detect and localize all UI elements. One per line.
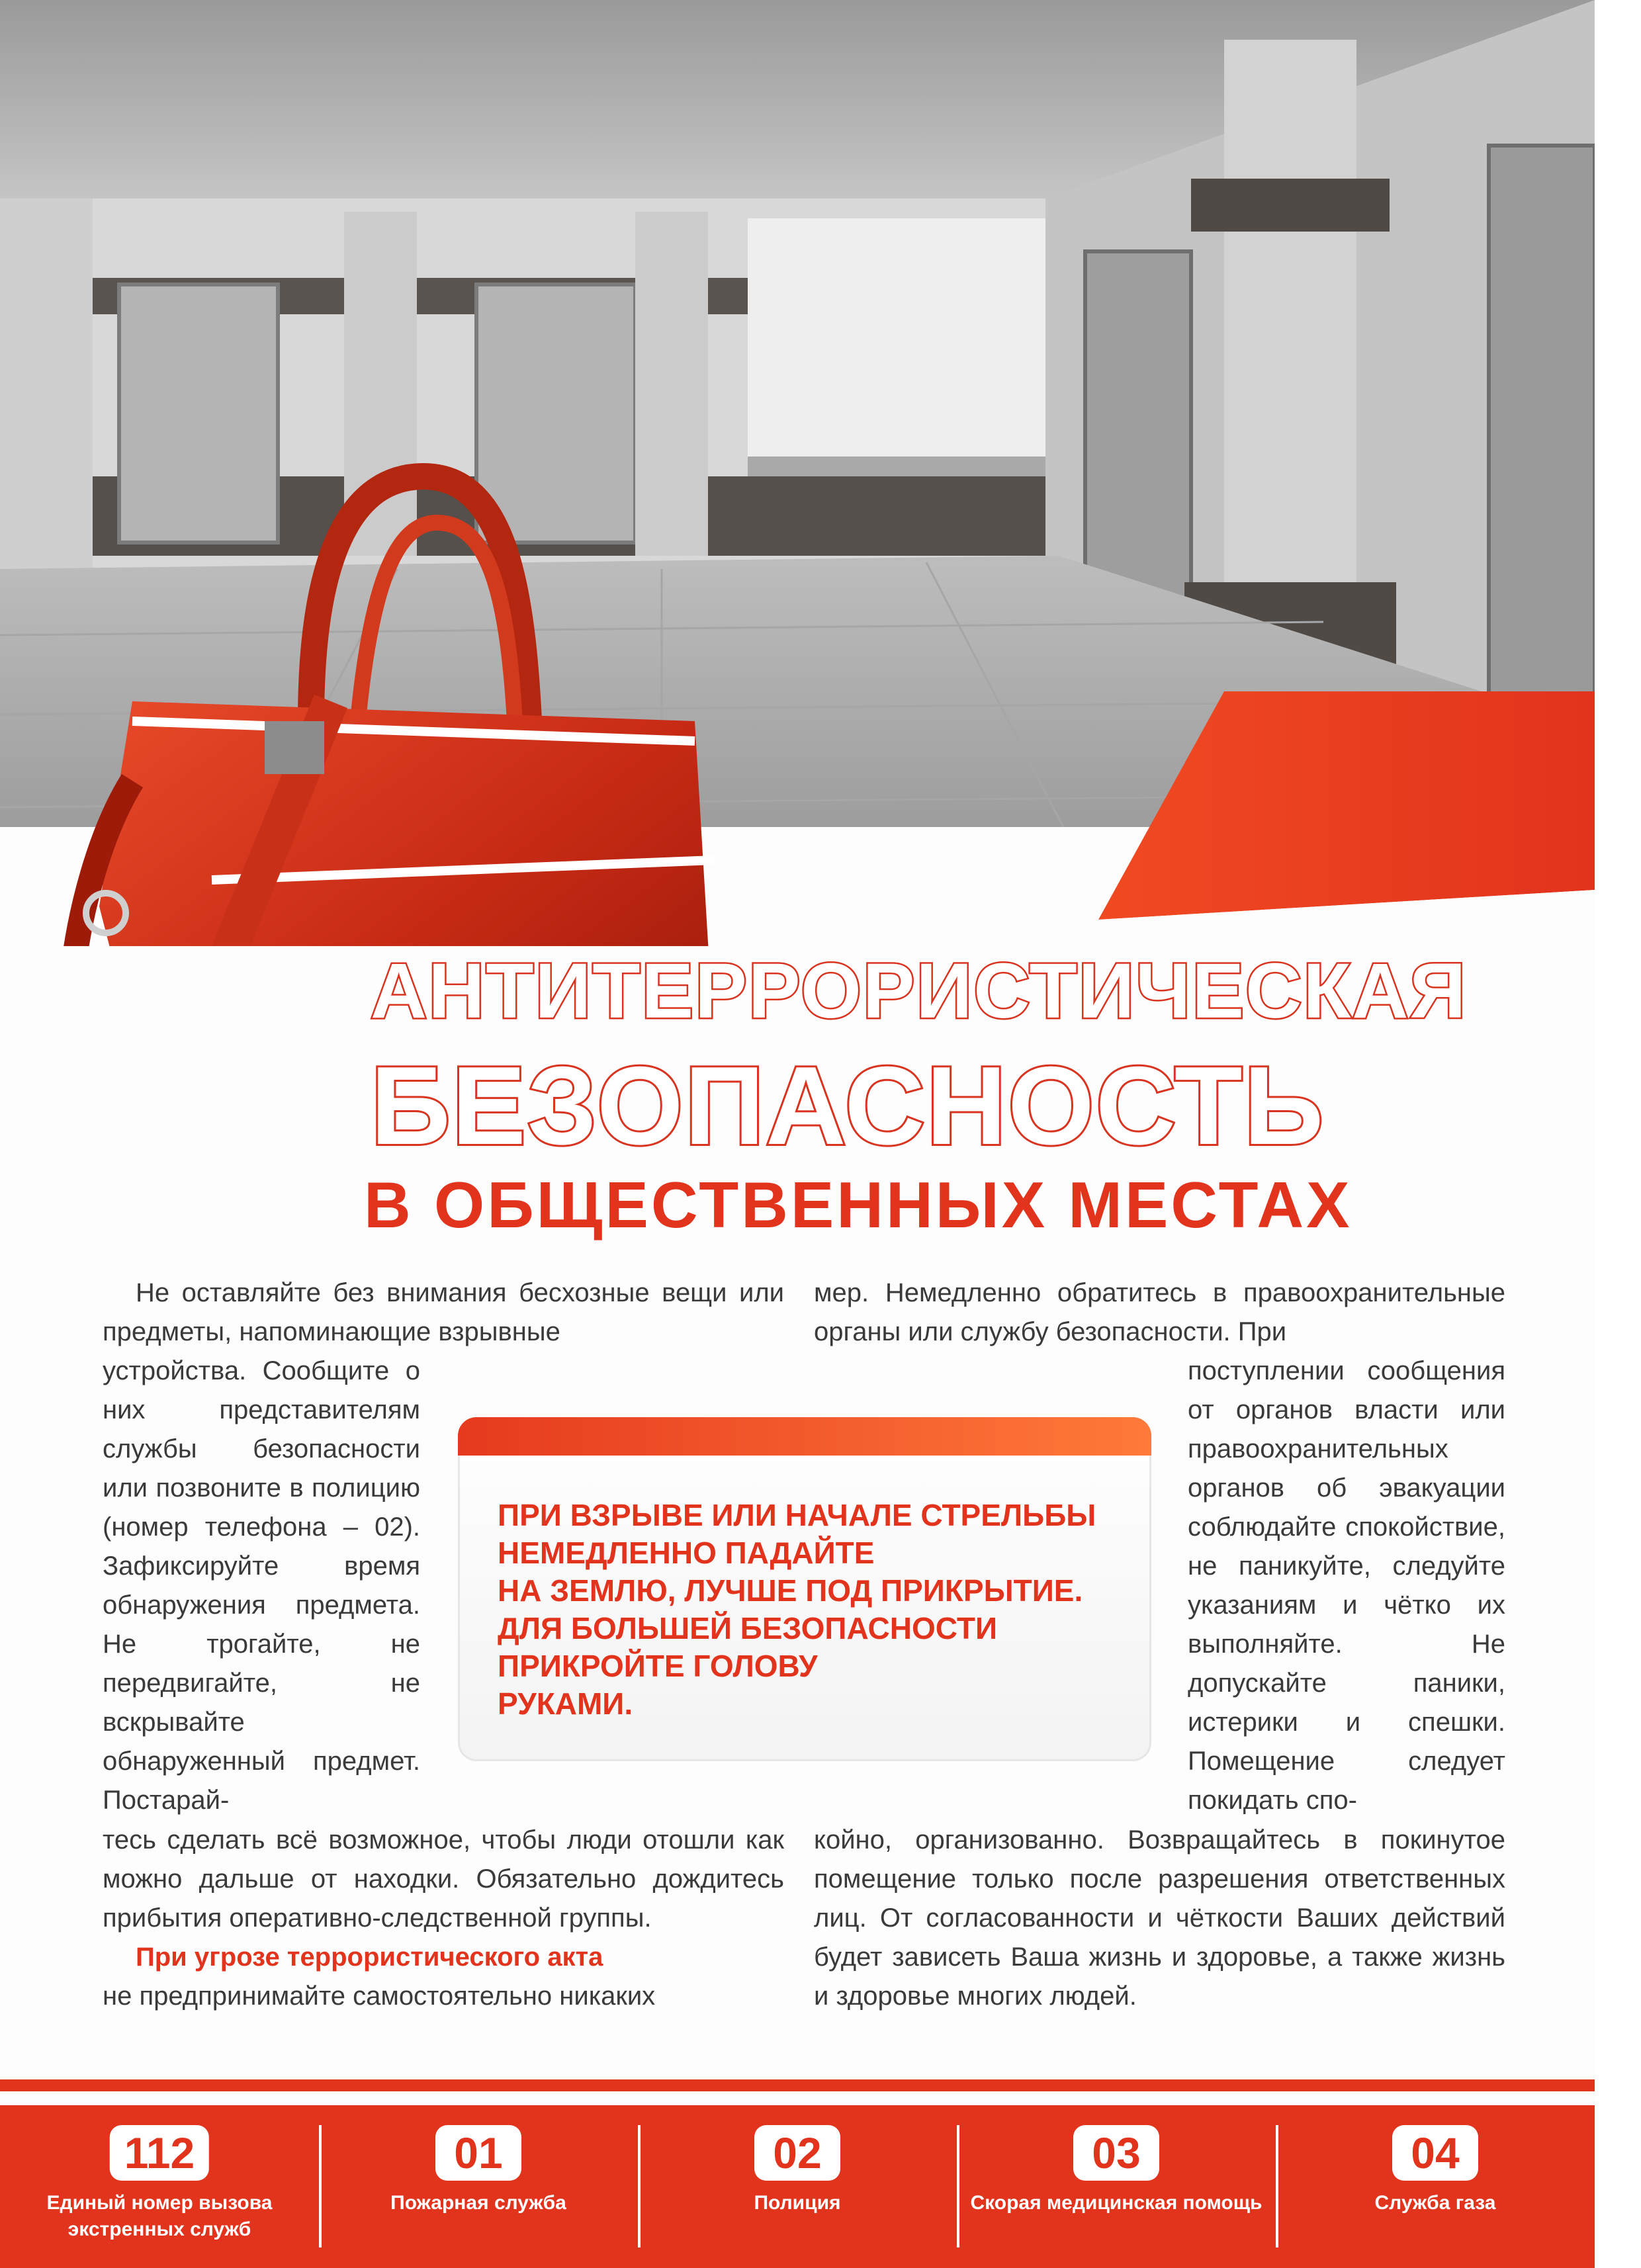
service-label: Скорая медицинская помощь [970, 2192, 1263, 2214]
service-label: Служба газа [1374, 2192, 1496, 2214]
body-right-narrow: поступлении сообщения от органов власти или правоохранительных органов об эвакуации соблюдайте спокойствие, не паникуйте, следуйте указаниям и чётко их выполняйте. Не допускайте паники, истерики и спешки. Помещение следует покидать спо- [1188, 1356, 1505, 1815]
lobby-illustration [0, 0, 1595, 946]
callout-line-5: ПРИКРОЙТЕ ГОЛОВУ [498, 1649, 818, 1683]
callout-line-6: РУКАМИ. [498, 1686, 633, 1721]
body-left-bottom-text: тесь сделать всё возможное, чтобы люди отошли как можно дальше от находки. Обязательно дождитесь прибытия оперативно-следственной группы. [103, 1825, 784, 1933]
body-right-bottom: койно, организованно. Возвращайтесь в покинутое помещение только после разрешения ответственных лиц. От согласованности и чёткости Ваших действий будет зависеть Ваша жизнь и здоровье, а также жизнь и здоровье многих людей. [814, 1825, 1505, 2011]
service-03 [957, 2105, 1276, 2268]
service-label: Единый номер вызова экстренных служб [46, 2192, 273, 2240]
service-04 [1276, 2105, 1595, 2268]
callout-header-bar [458, 1417, 1151, 1456]
hero-image [0, 0, 1595, 946]
threat-text: не предпринимайте самостоятельно никаких [103, 1982, 656, 2011]
callout-text [498, 1497, 1133, 1723]
callout-line-4: ДЛЯ БОЛЬШЕЙ БЕЗОПАСНОСТИ [498, 1611, 998, 1645]
body-left-bottom [103, 1821, 784, 2016]
service-number: 04 [1392, 2125, 1478, 2181]
threat-heading-text: При угрозе террористического акта [136, 1942, 603, 1972]
title-line-3: В ОБЩЕСТВЕННЫХ МЕСТАХ [364, 1168, 1353, 1241]
callout-box [458, 1417, 1151, 1761]
callout-line-2: НЕМЕДЛЕННО ПАДАЙТЕ [498, 1536, 875, 1570]
body-left-top: Не оставляйте без внимания бесхозные вещи или предметы, напоминающие взрывные [103, 1278, 784, 1346]
service-112 [0, 2105, 319, 2268]
body-right-top: мер. Немедленно обратитесь в правоохранительные органы или службу безопасности. При [814, 1278, 1505, 1346]
title-line-2: БЕЗОПАСНОСТЬ [371, 1043, 1325, 1168]
service-label: Полиция [754, 2192, 841, 2214]
emergency-footer [0, 2105, 1595, 2268]
service-number: 01 [435, 2125, 521, 2181]
callout-line-3: НА ЗЕМЛЮ, ЛУЧШЕ ПОД ПРИКРЫТИЕ. [498, 1573, 1083, 1608]
callout-line-1: ПРИ ВЗРЫВЕ ИЛИ НАЧАЛЕ СТРЕЛЬБЫ [498, 1498, 1096, 1532]
page-margin [1595, 0, 1641, 2268]
service-02 [638, 2105, 957, 2268]
service-label: Пожарная служба [390, 2192, 566, 2214]
threat-heading [103, 1938, 784, 1977]
service-number: 03 [1073, 2125, 1159, 2181]
service-number: 02 [754, 2125, 840, 2181]
service-01 [319, 2105, 638, 2268]
footer-divider [0, 2079, 1595, 2091]
title-line-1: АНТИТЕРРОРИСТИЧЕСКАЯ [371, 947, 1468, 1035]
body-left-narrow: устройства. Сообщите о них представителям службы безопасности или позвоните в полицию (номер телефона – 02). Зафиксируйте время обнаружения предмета. Не трогайте, не передвигайте, не вскрывайте обнаруженный предмет. Постарай- [103, 1356, 420, 1815]
service-number: 112 [110, 2125, 209, 2181]
